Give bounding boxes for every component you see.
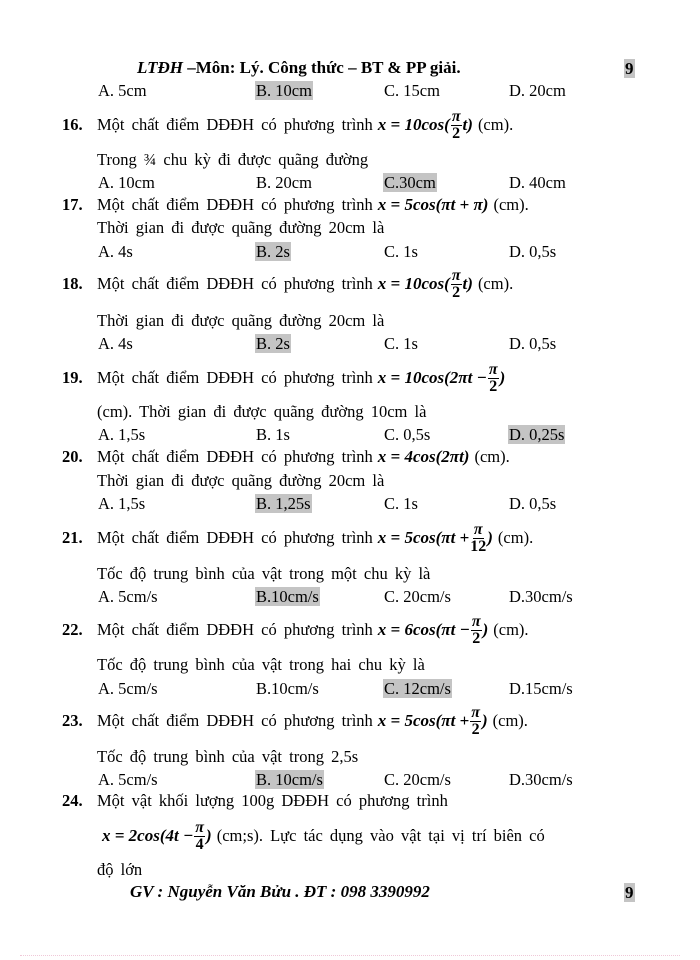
answer-option-label: A. 5cm/s [98,678,158,698]
equation-prefix: x = 10cos( [377,115,450,134]
answer-option-label: B. 1,25s [256,493,311,513]
footer-author: GV : Nguyễn Văn Bửu . ĐT : 098 3390992 [130,882,430,901]
equation-fraction [194,820,205,853]
equation-prefix: x = 5cos(πt + [377,711,470,730]
answer-option-label: D. 0,5s [509,333,557,353]
fraction-denominator: 2 [452,283,461,301]
answer-option-label: D. 0,5s [509,241,557,261]
question-text: (cm). [492,711,528,730]
answer-option-label: D.30cm/s [509,586,573,606]
equation-suffix: ) [206,826,212,845]
equation [378,268,473,301]
fraction-numerator: π [451,107,461,125]
answer-option-label: B. 2s [256,241,290,261]
fraction-numerator: π [451,266,461,284]
equation [378,614,488,647]
equation-fraction [451,268,462,301]
equation-prefix: x = 10cos( [377,274,450,293]
question-text: Thời gian đi được quãng đường 20cm là [97,311,385,330]
question-text: Một chất điểm DĐĐH có phương trình [97,528,373,547]
answer-option-label: D. 40cm [509,172,566,192]
equation-prefix: x = 4cos(2πt) [377,447,470,466]
question-text: Trong ¾ chu kỳ đi được quãng đường [97,150,369,169]
answer-option-label: B.10cm/s [256,586,319,606]
fraction-numerator: π [488,360,498,378]
equation-fraction [470,522,486,555]
question-text: (cm). [497,528,534,547]
header-title-text: –Môn: Lý. Công thức – BT & PP giải. [182,58,461,77]
answer-option-label: D. 0,25s [509,424,565,444]
equation-suffix: t) [462,274,473,293]
footer-page-number: 9 [625,882,634,902]
answer-option-label: C. 0,5s [384,424,431,444]
answer-option-label: C. 1s [384,333,418,353]
page-bottom-divider [20,955,680,956]
header-title-abbrev: LTĐH [137,58,183,77]
answer-option-label: C. 12cm/s [384,678,451,698]
answer-option-label: C.30cm [384,172,436,192]
equation-suffix: ) [487,528,493,547]
answer-option-label: C. 1s [384,493,418,513]
answer-option-label: A. 1,5s [98,493,146,513]
question-text: Một chất điểm DĐĐH có phương trình [97,195,373,214]
answer-option-label: D. 0,5s [509,493,557,513]
question-text: (cm). [474,447,510,466]
equation [102,820,212,853]
equation-fraction [471,614,482,647]
equation [378,705,488,738]
equation-suffix: ) [482,620,489,639]
question-text: Một chất điểm DĐĐH có phương trình [97,620,373,639]
answer-option-label: C. 20cm/s [384,769,451,789]
equation [378,195,489,215]
question-text: Một chất điểm DĐĐH có phương trình [97,711,373,730]
answer-option-label: A. 5cm/s [98,769,158,789]
question-text: (cm). [493,620,529,639]
equation [378,362,505,395]
equation-prefix: x = 2cos(4t − [102,826,194,845]
question-text: Một chất điểm DĐĐH có phương trình [97,274,373,293]
equation-suffix: t) [462,115,473,134]
answer-option-label: C. 20cm/s [384,586,451,606]
question-text: Thời gian đi được quãng đường 20cm là [97,471,385,490]
fraction-numerator: π [473,520,483,538]
equation-fraction [488,362,499,395]
question-text: Một chất điểm DĐĐH có phương trình [97,447,373,466]
equation-prefix: x = 5cos(πt + π) [377,195,489,214]
equation-fraction [451,109,462,142]
answer-option-label: A. 1,5s [98,424,146,444]
question-text: (cm). [477,274,514,293]
question-text: Một vật khối lượng 100g DĐĐH có phương trình [97,791,448,810]
equation-prefix: x = 5cos(πt + [377,528,470,547]
fraction-numerator: π [471,612,481,630]
answer-option-label: D.15cm/s [509,678,573,698]
question-text: Tốc độ trung bình của vật trong 2,5s [97,747,359,766]
answer-option-label: B.10cm/s [256,678,319,698]
answer-option-label: A. 5cm/s [98,586,158,606]
question-text: Tốc độ trung bình của vật trong hai chu kỳ là [97,655,425,674]
answer-option-label: C. 15cm [384,80,440,100]
equation-prefix: x = 10cos(2πt − [377,368,487,387]
fraction-numerator: π [195,818,205,836]
answer-option-label: B. 1s [256,424,290,444]
question-text: (cm). [477,115,514,134]
answer-option-label: B. 10cm [256,80,312,100]
answer-option-label: A. 10cm [98,172,155,192]
equation-suffix: ) [499,368,506,387]
answer-option-label: A. 4s [98,241,133,261]
answer-option-label: D.30cm/s [509,769,573,789]
equation-suffix: ) [481,711,488,730]
fraction-denominator: 12 [470,537,487,555]
question-text: Tốc độ trung bình của vật trong một chu kỳ là [97,564,431,583]
answer-option-label: D. 20cm [509,80,566,100]
header-title [137,58,461,78]
fraction-denominator: 2 [452,124,461,142]
answer-option-label: B. 2s [256,333,290,353]
fraction-numerator: π [471,703,480,721]
answer-option-label: B. 20cm [256,172,312,192]
equation-prefix: x = 6cos(πt − [377,620,470,639]
fraction-denominator: 2 [471,720,480,738]
answer-option-label: A. 4s [98,333,133,353]
answer-option-label: C. 1s [384,241,418,261]
fraction-denominator: 2 [472,629,481,647]
question-text: Một chất điểm DĐĐH có phương trình [97,368,373,387]
document-page: LTĐH –Môn: Lý. Công thức – BT & PP giải. 9 A. 5cm B. 10cm C. 15cm D. 20cm 16. Một chất điểm DĐĐH có phương trình x = 10cos( $\frac{\pi}{2}$ t) (cm). Trong ¾ chu kỳ đi được quãng đường A. 10cm B. 20cm C.30cm D. 40cm 17. Một chất điểm DĐĐH có phương trình x = 5cos(πt + π) (cm). Thời gian đi được quãng đường 20cm là A. 4s B. 2s C. 1s D. 0,5s 18. Một chất điểm DĐĐH có phương trình x = 10cos( $\frac{\pi}{2}$ t) (cm). Thời gian đi được quãng đường 20cm là A. 4s B. 2s C. 1s D. 0,5s 19. Một chất điểm DĐĐH có phương trình x = 10cos(2πt − $\frac{\pi}{2}$ ) (cm). Thời gian đi được quãng đường 10cm là A. 1,5s B. 1s C. 0,5s D. 0,25s 20. Một chất điểm DĐĐH có phương trình x = 4cos(2πt) (cm). Thời gian đi được quãng đường 20cm là A. 1,5s B. 1,25s C. 1s D. 0,5s 21. Một chất điểm DĐĐH có phương trình x = 5cos(πt + $\frac{\pi}{12}$ ) (cm). Tốc độ trung bình của vật trong một chu kỳ là A. 5cm/s B.10cm/s C. 20cm/s D.30cm/s 22. Một chất điểm DĐĐH có phương trình x = 6cos(πt − $\frac{\pi}{2}$ ) (cm). Tốc độ trung bình của vật trong hai chu kỳ là A. 5cm/s B.10cm/s C. 12cm/s D.15cm/s 23. Một chất điểm DĐĐH có phương trình x = 5cos(πt + $\frac{\pi}{2}$ ) (cm). Tốc độ trung bình của vật trong 2,5s A. 5cm/s B. 10cm/s C. 20cm/s D.30cm/s 24. Một vật khối lượng 100g DĐĐH có phương trình x = 2cos(4t − $\frac{\pi}{4}$ ) (cm;s). Lực tác dụng vào vật tại vị trí biên có độ lớn GV : Nguyễn Văn Bửu . ĐT : 098 3390992 9 [0,0,700,960]
fraction-denominator: 4 [195,835,204,853]
question-text: (cm;s). Lực tác dụng vào vật tại vị trí biên có [216,826,545,845]
equation [378,109,473,142]
question-text: độ lớn [97,860,143,879]
fraction-denominator: 2 [489,377,498,395]
question-text: Một chất điểm DĐĐH có phương trình [97,115,373,134]
header-page-number: 9 [625,58,634,78]
equation-fraction [470,705,481,738]
equation [378,447,470,467]
answer-option-label: B. 10cm/s [256,769,323,789]
question-text: (cm). [493,195,529,214]
question-text: (cm). Thời gian đi được quãng đường 10cm là [97,402,427,421]
answer-option-label: A. 5cm [98,80,147,100]
question-text: Thời gian đi được quãng đường 20cm là [97,218,385,237]
equation [378,522,493,555]
